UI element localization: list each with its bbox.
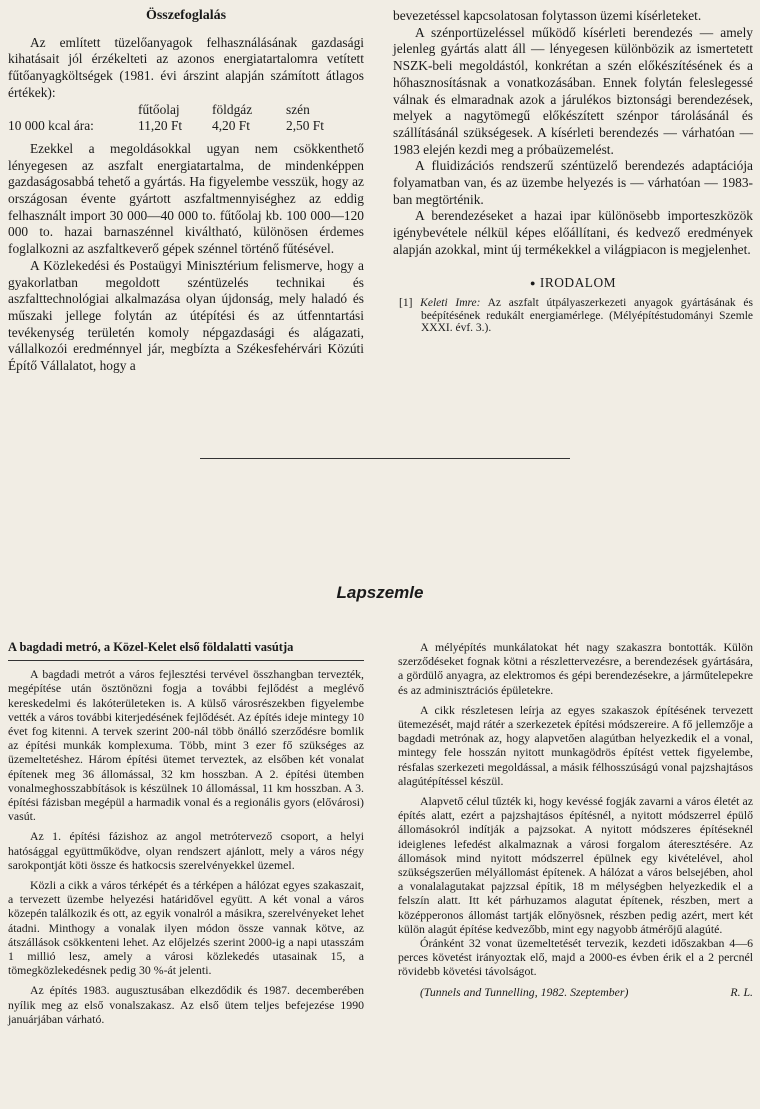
summary-paragraph: A Közlekedési és Postaügyi Minisztérium felismerve, hogy a gyakorlatban megoldott széntüzelés technikai és aszfalttechnológiai alkalmazása olyan újdonság, mely haladó és műszaki jellege folytán az útépítési és az útfenntartási tevékenység területén komoly népgazdasági és alágazati, vállalkozói eredménnyel jár, megbízta a Székesfehérvári Közúti Építő Vállalatot, hogy a [8, 257, 364, 374]
article-paragraph: Óránként 32 vonat üzemeltetését tervezik, kezdeti időszakban 4—6 perces követést irányoztak elő, majd a 2000-es évben érik el a 2 percnél rövidebb követési távolságot. [398, 936, 753, 979]
cost-value-coal: 2,50 Ft [286, 118, 324, 134]
cost-value-fuel-oil: 11,20 Ft [138, 118, 183, 134]
cost-header-coal: szén [286, 101, 310, 117]
cost-table-row [8, 118, 364, 135]
continuation-paragraph: A szénportüzeléssel működő kísérleti berendezés — amely jelenleg gyártás alatt áll — lényegesen különbözik az ismertetett NSZK-beli megoldástól, konkrétan a szén előkészítésének és a hőhasznosításnak a vonatkozásában. Ennek folytán feleslegessé válnak és elmaradnak azok a járulékos biztonsági berendezések, melyek a nagytömegű előkészített szénpor tárolásánál és szállításánál szükségesek. A kísérleti berendezés — várhatóan — 1983 elején kezdi meg a próbaüzemelést. [393, 24, 753, 157]
summary-paragraph: Ezekkel a megoldásokkal ugyan nem csökkenthető lényegesen az aszfalt energiatartalma, de mindenképpen gazdaságosabbá tehető a gyártás. Ha figyelembe vesszük, hogy az országosan évente gyártott aszfaltmennyiséghez az eddig felhasznált import 30 000—40 000 to. fűtőolaj kb. 100 000—120 000 to. hazai barnaszénnel kiváltható, különösen érdemes foglalkozni az aszfaltkeverő gépek szénnel történő fűtésével. [8, 140, 364, 257]
article-title: A bagdadi metró, a Közel-Kelet első földalatti vasútja [8, 640, 294, 654]
article-paragraph: A cikk részletesen leírja az egyes szakaszok építésének tervezett ütemezését, majd rátér a szerkezetek építési módszereire. A fő jellemzője a bagdadi metrónak az, hogy alapvetően alagútban helyezkedik el a vonal, mintegy fele hosszán nyitott munkagödrös építést vettek figyelembe, résfalas szerkezeti megoldással, a másik félhosszúságú vonal pajzshajtásos alagútépítéssel készül. [398, 702, 753, 788]
cost-row-label: 10 000 kcal ára: [8, 118, 94, 134]
section-divider [200, 458, 570, 459]
article-paragraph: Az 1. építési fázishoz az angol metrótervező csoport, a helyi hatósággal együttműködve, olyan rendszert ajánlott, mely a város négy sarokpontját köti össze és hatkocsis szerelvényekkel üzemel. [8, 829, 364, 872]
continuation-paragraph: bevezetéssel kapcsolatosan folytasson üzemi kísérleteket. [393, 8, 702, 23]
cost-header-fuel-oil: fűtőolaj [138, 101, 180, 117]
bullet-dot-icon: ● [529, 277, 536, 288]
article-paragraph: A mélyépítés munkálatokat hét nagy szakaszra bontották. Külön szerződéseket fognak kötni a részlettervezésre, a berendezések gyártására, a gördülő anyagra, az elektromos és gépi berendezésekre, a járműtelepekre és az adminisztrációs épületekre. [398, 640, 753, 697]
summary-intro: Az említett tüzelőanyagok felhasználásának gazdasági kihatásait jól érzékelteti az azonos energiatartalomra vetített fűtőanyagköltségek (1981. évi árszint alapján számított átlagos értékek): [8, 34, 364, 100]
section-title: Lapszemle [336, 583, 424, 602]
reference-number: [1] [399, 297, 413, 310]
reference-author: Keleti Imre: [420, 297, 481, 310]
article-left-column [8, 640, 364, 1026]
article-paragraph: Alapvető célul tűzték ki, hogy kevéssé fogják zavarni a város életét az építés alatt, ezért a pajzshajtásos építésnél, a nyitott módszerrel épülő állomásokról indítják a pajzsokat. A nyitott módszeres építéseknél ideiglenes lefedést alkalmaznak a városi forgalom áteresztésére. Az állomások mind nyitott módszerrel épülnek egy kivételével, ahol szükségszerűen mélyállomást építenek. A hálózat a város belsejében, ahol a vonalalagutakat pajzzsal építik, 18 m mélységben helyezkedik el a felszín alatt. Itt két párhuzamos alagutat építenek, részben, mert a középperonos állomást tartják előnyösnek, részben pedig azért, mert két külön alagút építése kedvezőbb, mint egy nagyobb átmérőjű alagúté. [398, 794, 753, 936]
article-title-rule [8, 660, 364, 661]
references-heading [393, 275, 753, 292]
references-title: IRODALOM [539, 274, 617, 290]
article-source-line [398, 985, 753, 999]
continuation-paragraph: A fluidizációs rendszerű széntüzelő berendezés adaptációja folyamatban van, és az üzembe helyezés is — várhatóan — 1983-ban megtörténik. [393, 158, 753, 207]
reference-item [393, 297, 753, 335]
summary-column [8, 8, 364, 375]
continuation-paragraph: A berendezéseket a hazai ipar különösebb importeszközök igénybevétele nélkül képes előállítani, és kedvező eredmények alapján azokkal, mint új termékekkel a világpiacon is megjelenhet. [393, 208, 753, 257]
article-right-column [398, 640, 753, 999]
article-paragraph: A bagdadi metrót a város fejlesztési tervével összhangban tervezték, megépítése után ösztönözni fogja a további fejlődést a meglévő kereskedelmi és lakóterületeken is. A külső városrészekben figyelembe vették a város további kiterjedésének fejlődését. Az építés ideje mintegy 10 évet fog kitenni. A tervek szerint 200-nál több önálló szerződésre bomlik az építési munkák komplexuma. Több, mint 3 ezer fő szükséges az üzemeltetéshez. Három építési ütemet terveztek, az elsőben két vonalat építenek meg 36 állomással, 32 km hosszban. A 2. építési ütemben vonalmeghosszabbítások is készülnek 10 állomással, 11 km hosszban. A 3. építési fázisban megépül a harmadik vonal és a regionális gyors (elővárosi) vasút. [8, 667, 364, 824]
summary-title: Összefoglalás [145, 8, 227, 23]
continuation-column [393, 8, 753, 335]
article-initials: R. L. [730, 984, 753, 999]
cost-value-natural-gas: 4,20 Ft [212, 118, 250, 134]
article-paragraph: Az építés 1983. augusztusában elkezdődik és 1987. decemberében nyílik meg az első vonalszakasz. Az első ütem teljes befejezése 1990 januárjában várható. [8, 983, 364, 1026]
cost-header-natural-gas: földgáz [212, 101, 253, 117]
article-source: (Tunnels and Tunnelling, 1982. Szeptember) [420, 984, 629, 999]
cost-table-header [8, 102, 364, 119]
reference-text: Az aszfalt útpályaszerkezeti anyagok gyártásának és beépítésének redukált energiamérlege. (Mélyépítéstudományi Szemle XXXI. évf. 3.). [421, 297, 753, 335]
article-paragraph: Közli a cikk a város térképét és a térképen a hálózat egyes szakaszait, a tervezett üzembe helyezési határidővel együtt. A két vonal a város közepén találkozik és ott, az egyik vonalról a másikra, szerelvényeket lehet átadni. Minthogy a vonalak ilyen módon össze vannak kötve, az átszállások csökkenteni lehet. Az előjelzés szerint 2000-ig a napi utasszám 1 millió lesz, amely a városi közlekedés utasainak 15, a tömegközlekedésnek pedig 30 %-át jelenti. [8, 878, 364, 978]
